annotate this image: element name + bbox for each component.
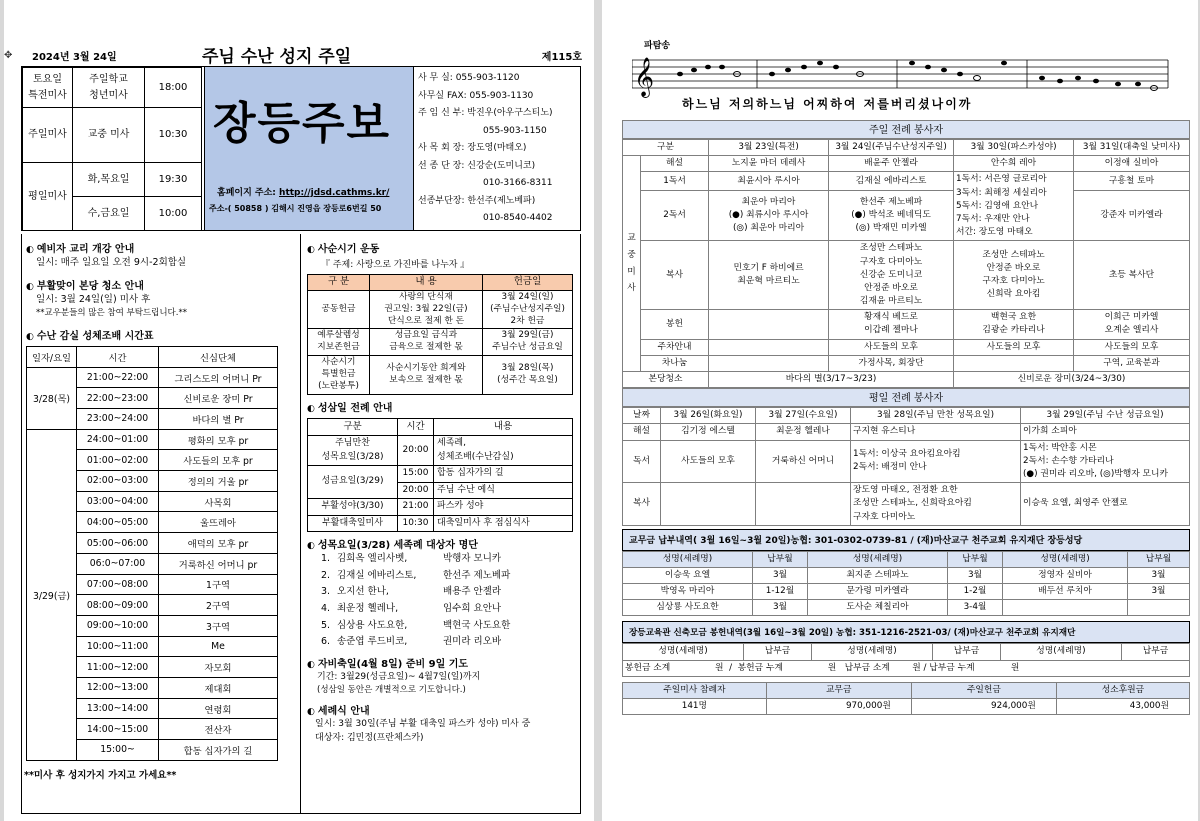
- triduum-title: 성삼일 전례 안내: [317, 402, 393, 414]
- sunday-servers-table: [622, 139, 1190, 388]
- summary-values-2: 924,000원: [911, 699, 1056, 715]
- school-headers-4: 성명(세례명): [1003, 551, 1128, 567]
- weekday-cell: 1독서: 박안홍 시몬 2독서: 손수향 가타리나 (●) 권미라 리오바, (◎)박행자 모니카: [1021, 440, 1190, 483]
- footwash-num: 2.: [321, 569, 331, 581]
- catechumen-title: 예비자 교리 개강 안내: [36, 244, 135, 255]
- contacts-7: 선종부단장: 한선주(제노베파): [418, 195, 536, 206]
- sunday-role: 주차안내: [641, 339, 709, 355]
- triduum-headers-2: 내용: [434, 418, 573, 435]
- weekday-servers-table: [622, 407, 1190, 526]
- adoration-row: [27, 429, 278, 450]
- adoration-group: 정의의 거울 pr: [159, 471, 278, 492]
- adoration-headers-2: 신심단체: [159, 346, 278, 367]
- school-cell: 배두선 루치아: [1003, 584, 1128, 600]
- school-headers-0: 성명(세례명): [623, 551, 753, 567]
- weekday-type-2: 수,금요일: [73, 197, 145, 231]
- weekday-time-2: 10:00: [145, 197, 202, 231]
- sun-label: 주일미사: [23, 108, 73, 163]
- contacts-1: 사무실 FAX: 055-903-1130: [418, 90, 534, 101]
- hymn-label: 파탐송: [644, 41, 671, 51]
- adoration-group: 연령회: [159, 698, 278, 719]
- adoration-footer: **미사 후 성지가지 가지고 가세요**: [24, 769, 177, 781]
- school-row: [623, 584, 1190, 600]
- cleaning-title: 부활맞이 본당 청소 안내: [36, 281, 144, 293]
- triduum-r1t: 20:00: [398, 436, 434, 466]
- adoration-time: 23:00~24:00: [77, 409, 159, 430]
- sunday-row: 복사 민호기 F 하비에르 최운혁 마르티노 조성만 스테파노 구자호 다미아노 신강순 도미니코 안정준 바오로 김재윤 마르티노 조성만 스테파노 안정준 바오로 구자호 다미아노 신희락 요아킴 초등 복사단: [623, 241, 1190, 310]
- masthead: [21, 66, 581, 231]
- cleaning-line-2: **교우분들의 많은 참여 부탁드립니다.**: [36, 308, 187, 319]
- triduum-r3t: 21:00: [398, 499, 434, 516]
- sunday-row: 1독서 최윤시아 루시아 김재실 에바리스토 1독서: 서은영 글로리아 3독서: 최해정 세실리아 5독서: 김영애 요안나 7독서: 우재만 안나 서간: 장도영 마태오 구흥철 토마: [623, 172, 1190, 191]
- bulletin-name-box: [204, 67, 414, 230]
- sunday-row: 주차안내 사도들의 모후 사도들의 모후 사도들의 모후: [623, 339, 1190, 355]
- lent-cell: 사랑의 단식재 권고일: 3월 22일(금) 단식으로 절제 한 돈: [370, 290, 483, 329]
- sat-label: [23, 68, 73, 108]
- fund-headers-1: 납부금: [744, 644, 812, 660]
- fund-headers-0: 성명(세례명): [623, 644, 744, 660]
- lent-row: [308, 329, 573, 356]
- contacts-8: 010-8540-4402: [483, 213, 553, 224]
- weekday-headers-4: 3월 29일(주님 수난 성금요일): [1021, 408, 1190, 424]
- footwash-name-a: 김재실 에바리스토,: [337, 569, 417, 581]
- lent-cell: 3월 28일(목) (성주간 목요일): [483, 356, 573, 395]
- church-address: 주소-( 50858 ) 김해시 진영읍 장등로6번길 50: [209, 204, 382, 213]
- move-handle-icon[interactable]: ✥: [4, 50, 13, 61]
- school-cell: [1003, 600, 1128, 616]
- school-cell: 3월: [753, 600, 808, 616]
- footwash-name-a: 최운정 헬레나,: [337, 602, 399, 614]
- adoration-group: 평화의 모후 pr: [159, 429, 278, 450]
- fund-headers-3: 납부금: [933, 644, 1001, 660]
- triduum-r1c: 세족례, 성체조배(수난감실): [434, 436, 573, 466]
- adoration-group: 신비로운 장미 Pr: [159, 388, 278, 409]
- adoration-time: 02:00~03:00: [77, 471, 159, 492]
- lent-row: [308, 356, 573, 395]
- sat-time: 18:00: [145, 68, 202, 108]
- school-headers-3: 납부월: [948, 551, 1003, 567]
- summary-headers-1: 교무금: [766, 682, 911, 698]
- adoration-time: 13:00~14:00: [77, 698, 159, 719]
- weekday-cell: 김기정 에스텔: [661, 424, 756, 440]
- contacts-6: 010-3166-8311: [483, 178, 553, 189]
- novena-line-1: 기간: 3월29(성금요일)~ 4월7일(일)까지: [317, 671, 481, 682]
- adoration-group: 자모회: [159, 657, 278, 678]
- school-cell: 문가령 미카엘라: [808, 584, 948, 600]
- weekday-headers-0: 날짜: [623, 408, 661, 424]
- lent-cell: 예루살렘성 지보존헌금: [308, 329, 370, 356]
- lent-headers-1: 내 용: [370, 275, 483, 291]
- adoration-time: 15:00~: [77, 740, 159, 761]
- sunday-row: 봉헌 황재식 베드로 이갑례 젤마나 백현국 요한 김광순 카타리나 이희근 미카엘 오계순 엘리사: [623, 310, 1190, 339]
- adoration-group: 애덕의 모후 pr: [159, 533, 278, 554]
- triduum-r2t1: 15:00: [398, 466, 434, 483]
- school-cell: 최지준 스테파노: [808, 567, 948, 583]
- adoration-time: 10:00~11:00: [77, 636, 159, 657]
- footwash-name-a: 심상용 사도요한,: [337, 619, 408, 631]
- triduum-r3a: 부활성야(3/30): [308, 499, 398, 516]
- weekday-row: [623, 424, 1190, 440]
- adoration-group: 2구역: [159, 595, 278, 616]
- clean-label: 본당청소: [623, 372, 709, 388]
- weekday-cell: 1독서: 이상국 요아킴요아킴 2독서: 배정미 안나: [851, 440, 1021, 483]
- footwash-item: [307, 568, 580, 585]
- adoration-time: 08:00~09:00: [77, 595, 159, 616]
- footwash-name-a: 김희옥 엘리사벳,: [337, 553, 408, 565]
- summary-values-3: 43,000원: [1056, 699, 1189, 715]
- school-cell: 3-4월: [948, 600, 1003, 616]
- triduum-headers-0: 구분: [308, 418, 398, 435]
- footwash-item: [307, 618, 580, 635]
- lent-cell: 3월 24일(일) (주님수난성지주일) 2차 헌금: [483, 290, 573, 329]
- adoration-group: 그리스도의 어머니 Pr: [159, 367, 278, 388]
- footwash-num: 1.: [321, 553, 331, 565]
- school-cell: 도사순 체칠리아: [808, 600, 948, 616]
- summary-headers-0: 주일미사 참례자: [623, 682, 767, 698]
- lent-row: [308, 290, 573, 329]
- schedule-sat_d: 청년미사: [89, 89, 128, 101]
- weekday-cell: 거룩하신 어머니: [756, 440, 851, 483]
- footwash-name-b: 한선주 제노베파: [443, 569, 511, 581]
- weekday-row: [623, 440, 1190, 483]
- bulletin-page-left: [4, 0, 594, 821]
- hymn-lyrics: 하느님 저의하느님 어찌하여 저를버리셨나이까: [682, 97, 973, 111]
- lent-cell: 공동헌금: [308, 290, 370, 329]
- school-cell: 1-12월: [753, 584, 808, 600]
- footwash-name-b: 임수희 요안나: [443, 602, 502, 614]
- school-row: [623, 567, 1190, 583]
- footwash-num: 3.: [321, 586, 331, 598]
- footwash-title: 성목요일(3/28) 세족례 대상자 명단: [317, 540, 478, 552]
- sunday-role: 복사: [641, 241, 709, 310]
- weekday-type-1: 화,목요일: [73, 163, 145, 197]
- footwash-title: ◐ 성목요일(3/28) 세족례 대상자 명단: [307, 540, 478, 552]
- lent-cell: 성금요일 금식과 금육으로 절제한 몫: [370, 329, 483, 356]
- baptism-title: 세례식 안내: [317, 705, 370, 717]
- sunday-vigil-readers: 1독서: 서은영 글로리아 3독서: 최해정 세실리아 5독서: 김영애 요안나 7독서: 우재만 안나 서간: 장도영 마태오: [954, 172, 1074, 241]
- school-cell: 3월: [948, 567, 1003, 583]
- contacts-0: 사 무 실: 055-903-1120: [418, 73, 520, 83]
- lent-theme: 『 주제: 사랑으로 가진바를 나누자 』: [321, 260, 470, 270]
- summary-values-0: 141명: [623, 699, 767, 715]
- school-headers-1: 납부월: [753, 551, 808, 567]
- school-cell: 심상룡 사도요한: [623, 600, 753, 616]
- footwash-name-b: 배용주 안젤라: [443, 586, 502, 598]
- fund-headers-2: 성명(세례명): [811, 644, 932, 660]
- mass-schedule-table: [22, 67, 202, 231]
- school-cell: 3월: [1128, 567, 1190, 583]
- triduum-r4c: 대축일미사 후 점심식사: [434, 515, 573, 532]
- lent-cell: 사순시기동안 희게와 보속으로 절제한 몫: [370, 356, 483, 395]
- middle-column: [301, 234, 581, 814]
- school-cell: 1-2월: [948, 584, 1003, 600]
- weekday-headers-1: 3월 26일(화요일): [661, 408, 756, 424]
- adoration-headers-0: 일자/요일: [27, 346, 77, 367]
- summary-values-1: 970,000원: [766, 699, 911, 715]
- homepage-link[interactable]: http://jdsd.cathms.kr/: [279, 188, 390, 198]
- footwash-num: 6.: [321, 636, 331, 648]
- triduum-r3c: 파스카 성야: [434, 499, 573, 516]
- weekday-headers-2: 3월 27일(수요일): [756, 408, 851, 424]
- adoration-group: 거룩하신 어머니 pr: [159, 553, 278, 574]
- adoration-time: 24:00~01:00: [77, 429, 159, 450]
- svg-text:𝄞: 𝄞: [634, 57, 655, 97]
- weekday-cell: 장도영 마태오, 전정환 요한 조성만 스테파노, 신희락요아킴 구자호 다미아노: [851, 483, 1021, 526]
- adoration-time: 05:00~06:00: [77, 533, 159, 554]
- footwash-name-a: 송준엽 루드비코,: [337, 636, 408, 648]
- footwash-name-b: 백현국 사도요한: [443, 619, 511, 631]
- school-headers-5: 납부월: [1128, 551, 1190, 567]
- catechumen-line: 일시: 매주 일요일 오전 9시-2회합실: [36, 257, 187, 268]
- school-cell: 이승욱 요엘: [623, 567, 753, 583]
- school-cell: [1128, 600, 1190, 616]
- clean-1: 바다의 별(3/17~3/23): [709, 372, 954, 388]
- triduum-r4a: 부활대축일미사: [308, 515, 398, 532]
- hymn-staff: [632, 38, 1172, 98]
- school-row: [623, 600, 1190, 616]
- contacts-4: 사 목 회 장: 장도영(마태오): [418, 143, 527, 154]
- sunday-headers-3: 3월 30일(파스카성야): [954, 140, 1074, 156]
- adoration-group: 제대회: [159, 677, 278, 698]
- sunday-role: 봉헌: [641, 310, 709, 339]
- header-title: 주님 수난 성지 주일: [202, 47, 352, 67]
- sun-type: 교중 미사: [73, 108, 145, 163]
- fund-table: [622, 643, 1190, 676]
- sunday-role: 2독서: [641, 191, 709, 241]
- triduum-title: ◐ 성삼일 전례 안내: [307, 402, 393, 414]
- schedule-sat_c: 주일학교: [89, 74, 128, 85]
- baptism-line-1: 일시: 3월 30일(주님 부활 대축일 파스카 성야) 미사 중: [315, 718, 531, 729]
- left-column: [21, 234, 301, 814]
- triduum-table: [307, 418, 573, 532]
- adoration-time: 04:00~05:00: [77, 512, 159, 533]
- school-headers-2: 성명(세례명): [808, 551, 948, 567]
- lent-table: [307, 274, 573, 395]
- adoration-time: 09:00~10:00: [77, 615, 159, 636]
- adoration-time: 03:00~04:00: [77, 491, 159, 512]
- homepage-line: [217, 185, 389, 198]
- fund-headers-4: 성명(세례명): [1000, 644, 1121, 660]
- adoration-time: 01:00~02:00: [77, 450, 159, 471]
- school-cell: 3월: [1128, 584, 1190, 600]
- weekday-cell: 사도들의 모후: [661, 440, 756, 483]
- weekday-headers-3: 3월 28일(주님 만찬 성목요일): [851, 408, 1021, 424]
- weekday-cell: [661, 483, 756, 526]
- weekday-cell: 해설: [623, 424, 661, 440]
- triduum-r4t: 10:30: [398, 515, 434, 532]
- contact-list: [418, 70, 580, 228]
- adoration-day-2: 3/29(금): [27, 429, 77, 760]
- weekday-cell: [756, 483, 851, 526]
- summary-headers-3: 성소후원금: [1056, 682, 1189, 698]
- lent-cell: 사순시기 특별헌금 (노란봉투): [308, 356, 370, 395]
- footwash-num: 5.: [321, 619, 331, 631]
- sunday-role: 해설: [641, 156, 709, 172]
- header-date: 2024년 3월 24일: [32, 52, 117, 63]
- novena-title: ◐ 자비축일(4월 8일) 준비 9일 기도: [307, 658, 469, 670]
- lent-headers-0: 구 분: [308, 275, 370, 291]
- adoration-time: 07:00~08:00: [77, 574, 159, 595]
- footwash-num: 4.: [321, 602, 331, 614]
- clean-2: 신비로운 장미(3/24~3/30): [954, 372, 1190, 388]
- cleaning-line-1: 일시: 3월 24일(일) 미사 후: [36, 294, 151, 306]
- contacts-5: 선 종 단 장: 신강순(도미니코): [418, 160, 536, 171]
- adoration-row: [27, 367, 278, 388]
- bulletin-page-right: [602, 0, 1198, 821]
- footwash-item: [307, 601, 580, 618]
- footwash-name-b: 박행자 모니카: [443, 553, 502, 565]
- sunday-headers-2: 3월 24일(주님수난성지주일): [829, 140, 954, 156]
- sunday-headers-4: 3월 31일(대축일 낮미사): [1074, 140, 1190, 156]
- adoration-time: 21:00~22:00: [77, 367, 159, 388]
- school-fee-table: [622, 551, 1190, 617]
- sunday-headers-0: 구분: [623, 140, 709, 156]
- adoration-time: 06:0~07:00: [77, 553, 159, 574]
- header-issue: 제115호: [541, 52, 582, 63]
- weekday-time-1: 19:30: [145, 163, 202, 197]
- fund-total: 봉헌금 소계 원 / 봉헌금 누계 원 납부금 소계 원 / 납부금 누계 원: [623, 660, 1190, 676]
- novena-title: 자비축일(4월 8일) 준비 9일 기도: [317, 658, 469, 670]
- weekday-cell: 독서: [623, 440, 661, 483]
- triduum-r2a: 성금요일(3/29): [308, 466, 398, 499]
- triduum-r2t2: 20:00: [398, 482, 434, 499]
- lent-cell: 3월 29일(금) 주님수난 성금요일: [483, 329, 573, 356]
- baptism-line-2: 대상자: 김민정(프란체스카): [315, 733, 424, 744]
- triduum-r1a: 주님만찬 성목요일(3/28): [308, 436, 398, 466]
- sunday-row: 차나눔 가정사목, 회장단 구역, 교육분과: [623, 355, 1190, 371]
- sunday-role: 1독서: [641, 172, 709, 191]
- footwash-item: [307, 551, 580, 568]
- sun-time: 10:30: [145, 108, 202, 163]
- weekday-servers-title: 평일 전례 봉사자: [622, 388, 1190, 407]
- school-cell: 정영자 실비아: [1003, 567, 1128, 583]
- adoration-group: 3구역: [159, 615, 278, 636]
- school-fee-bar: 교무금 납부내역( 3월 16일~3월 20일)농협: 301-0302-0739-81 / (재)마산교구 천주교회 유지재단 장등성당: [622, 529, 1190, 551]
- adoration-group: 사도들의 모후 pr: [159, 450, 278, 471]
- bulletin-header: [32, 42, 582, 67]
- adoration-headers-1: 시간: [77, 346, 159, 367]
- adoration-time: 11:00~12:00: [77, 657, 159, 678]
- lent-title: ◐ 사순시기 운동: [307, 244, 380, 255]
- adoration-title: ◐ 수난 감실 성체조배 시간표: [26, 330, 154, 342]
- weekday-cell: 이승욱 요엘, 최영주 안젤로: [1021, 483, 1190, 526]
- adoration-group: 합동 십자가의 길: [159, 740, 278, 761]
- adoration-group: 울뜨레아: [159, 512, 278, 533]
- sunday-servers-title: 주일 전례 봉사자: [622, 120, 1190, 139]
- schedule-sat_a: 토요일: [33, 74, 62, 85]
- catechumen-title: ◐ 예비자 교리 개강 안내: [26, 244, 135, 255]
- footwash-item: [307, 634, 580, 651]
- adoration-day-1: 3/28(목): [27, 367, 77, 429]
- contacts-2: 주 임 신 부: 박진우(아우구스티노): [418, 108, 553, 119]
- footwash-item: [307, 584, 580, 601]
- adoration-group: 사목회: [159, 491, 278, 512]
- adoration-group: Me: [159, 636, 278, 657]
- novena-line-2: (성삼일 동안은 개별적으로 기도합니다.): [317, 685, 466, 696]
- sunday-row: 2독서 최운아 마리아 (●) 최류시아 루시아 (◎) 최운아 마리아 한선주 제노베파 (●) 박석조 베네딕도 (◎) 박재민 미카엘 강준자 미카엘라: [623, 191, 1190, 241]
- sunday-row: 교중미사 해설 노지윤 마더 데레사 배윤주 안젤라 안수희 레아 이정애 실비아: [623, 156, 1190, 172]
- summary-table: [622, 682, 1190, 715]
- triduum-r2c1: 합동 십자가의 길: [434, 466, 573, 483]
- weekday-cell: 최운정 헬레나: [756, 424, 851, 440]
- bulletin-home_label: 홈페이지 주소:: [217, 188, 276, 198]
- weekday-label: 평일미사: [23, 163, 73, 231]
- lent-headers-2: 헌금일: [483, 275, 573, 291]
- adoration-table: [26, 346, 278, 761]
- adoration-title: 수난 감실 성체조배 시간표: [36, 330, 154, 342]
- sunday-headers-1: 3월 23일(특전): [709, 140, 829, 156]
- weekday-row: [623, 483, 1190, 526]
- triduum-r2c2: 주님 수난 예식: [434, 482, 573, 499]
- adoration-time: 12:00~13:00: [77, 677, 159, 698]
- baptism-title: ◐ 세례식 안내: [307, 705, 370, 717]
- schedule-sat_b: 특전미사: [28, 89, 67, 101]
- sunday-side-label: 교중미사: [623, 156, 641, 372]
- sunday-role: 차나눔: [641, 355, 709, 371]
- lent-title: 사순시기 운동: [317, 244, 380, 255]
- cleaning-title: ◐ 부활맞이 본당 청소 안내: [26, 281, 144, 293]
- weekday-cell: 구지현 유스티나: [851, 424, 1021, 440]
- sunday-servers: [622, 120, 1190, 715]
- summary-headers-2: 주일헌금: [911, 682, 1056, 698]
- footwash-name-a: 오지선 한나,: [337, 586, 389, 598]
- footwash-name-b: 권미라 리오바: [443, 636, 502, 648]
- sat-type: [73, 68, 145, 108]
- contacts-3: 055-903-1150: [483, 125, 547, 136]
- bulletin-name: 장등주보: [213, 98, 392, 149]
- triduum-headers-1: 시간: [398, 418, 434, 435]
- fund-bar: 장등교육관 신축모금 봉헌내역(3월 16일~3월 20일) 농협: 351-1216-2521-03/ (재)마산교구 천주교회 유지재단: [622, 621, 1190, 643]
- weekday-cell: 복사: [623, 483, 661, 526]
- school-cell: 3월: [753, 567, 808, 583]
- school-cell: 박영옥 마리아: [623, 584, 753, 600]
- adoration-time: 22:00~23:00: [77, 388, 159, 409]
- adoration-group: 바다의 별 Pr: [159, 409, 278, 430]
- weekday-cell: 이가희 소피아: [1021, 424, 1190, 440]
- footwash-list: [307, 551, 580, 651]
- adoration-group: 1구역: [159, 574, 278, 595]
- fund-headers-5: 납부금: [1121, 644, 1189, 660]
- adoration-group: 전산자: [159, 719, 278, 740]
- adoration-time: 14:00~15:00: [77, 719, 159, 740]
